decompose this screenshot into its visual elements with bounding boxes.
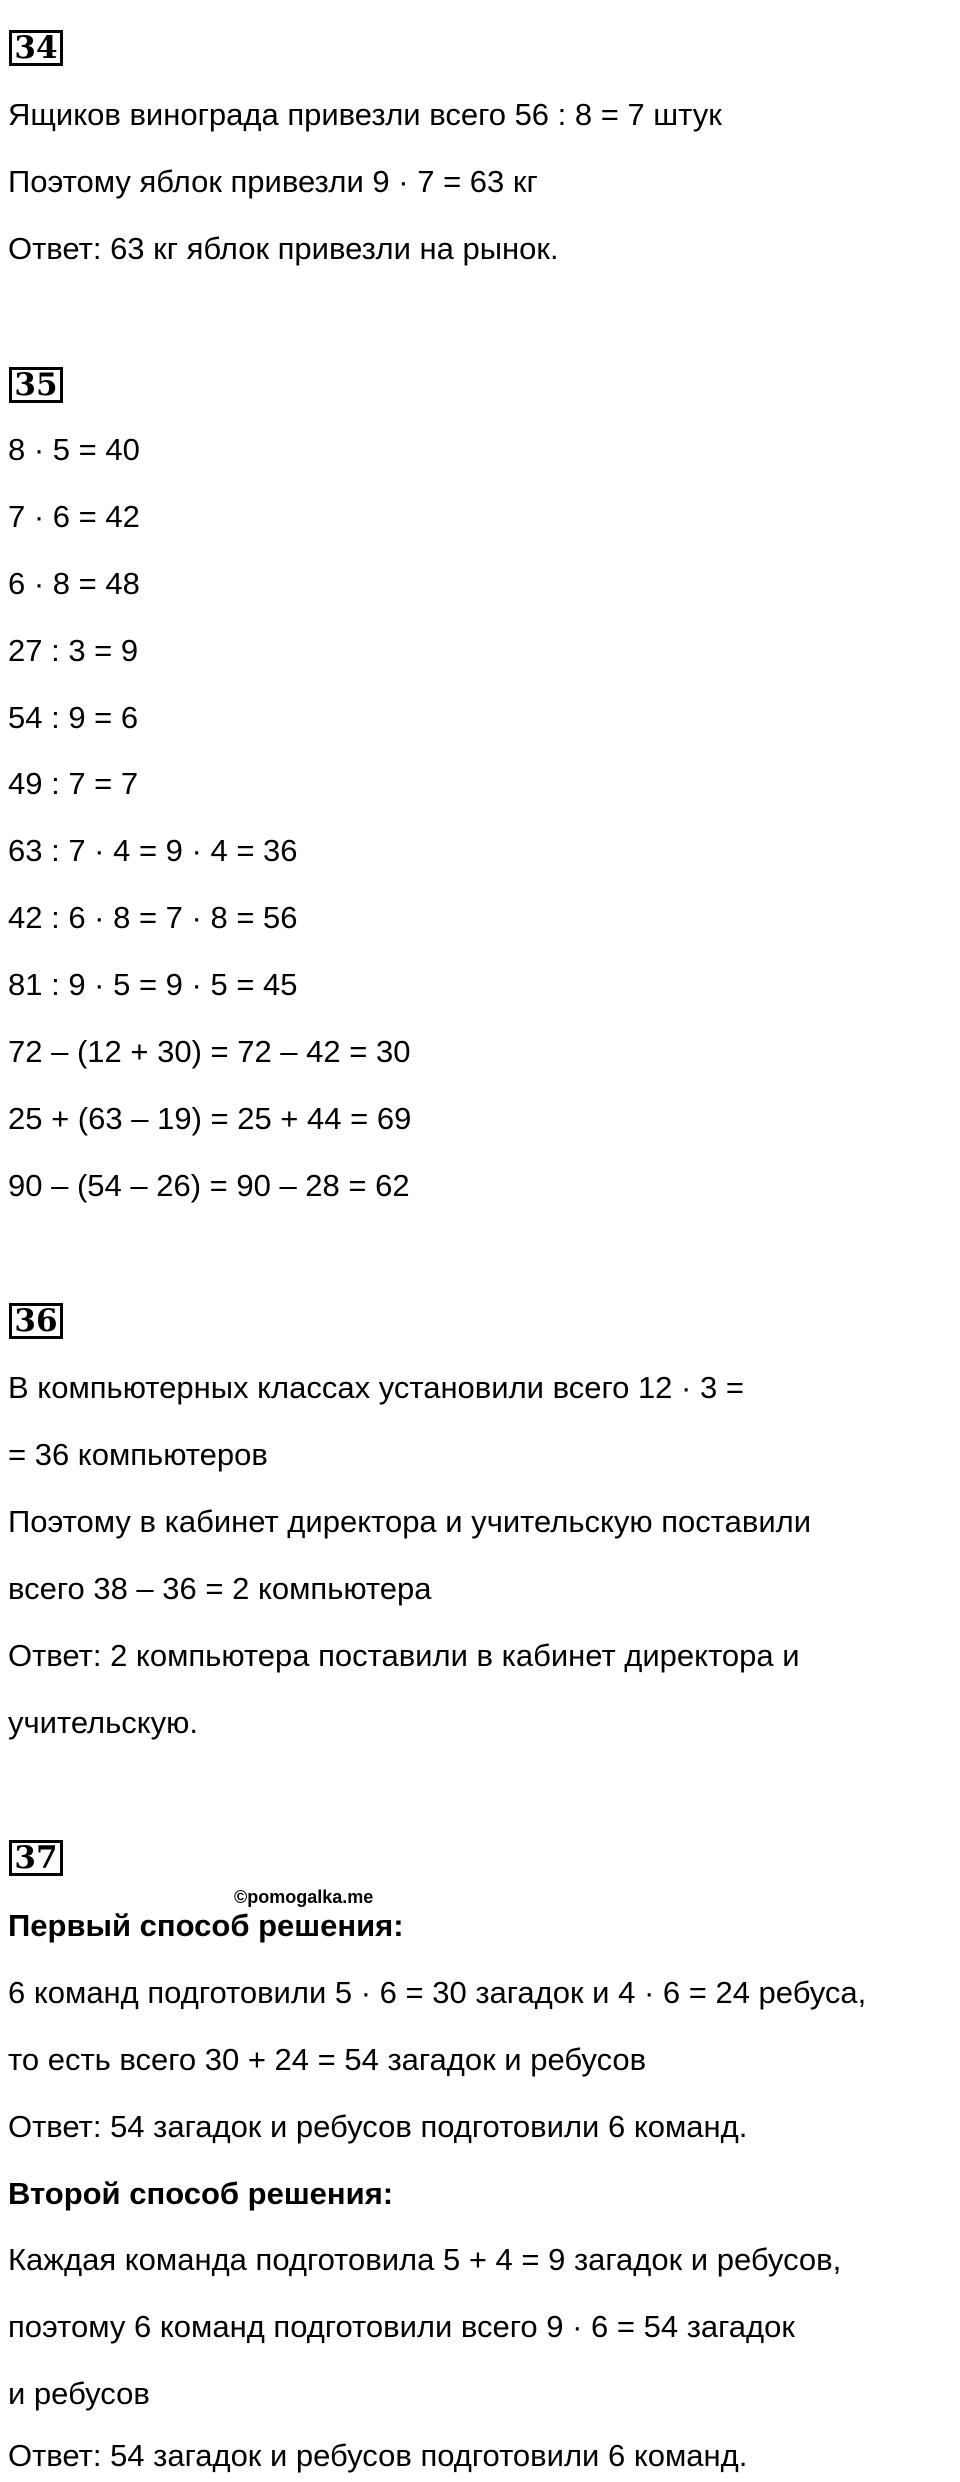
solution-line: Ящиков винограда привезли всего 56 : 8 = 7 штук — [8, 97, 722, 132]
answer-line: учительскую. — [8, 1705, 199, 1740]
equation-line: 27 : 3 = 9 — [8, 633, 139, 668]
task-number-box: 36 — [9, 1303, 63, 1339]
task-number-box: 35 — [9, 367, 63, 403]
solution-line: В компьютерных классах установили всего 12 · 3 = — [8, 1370, 744, 1405]
equation-line: 7 · 6 = 42 — [8, 499, 140, 534]
answer-line: Ответ: 54 загадок и ребусов подготовили 6 команд. — [8, 2109, 748, 2144]
solution-line: Поэтому в кабинет директора и учительскую поставили — [8, 1504, 812, 1539]
task-number-box: 34 — [9, 30, 63, 66]
method-heading: Первый способ решения: — [8, 1908, 404, 1943]
answer-line: Ответ: 63 кг яблок привезли на рынок. — [8, 231, 559, 266]
equation-line: 72 – (12 + 30) = 72 – 42 = 30 — [8, 1034, 411, 1069]
solution-line: Каждая команда подготовила 5 + 4 = 9 загадок и ребусов, — [8, 2242, 842, 2277]
equation-line: 25 + (63 – 19) = 25 + 44 = 69 — [8, 1101, 412, 1136]
equation-line: 8 · 5 = 40 — [8, 432, 140, 467]
task-number-box: 37 — [9, 1840, 63, 1876]
equation-line: 49 : 7 = 7 — [8, 766, 139, 801]
equation-line: 90 – (54 – 26) = 90 – 28 = 62 — [8, 1168, 410, 1203]
equation-line: 6 · 8 = 48 — [8, 566, 140, 601]
answer-line: Ответ: 2 компьютера поставили в кабинет директора и — [8, 1638, 800, 1673]
equation-line: 81 : 9 · 5 = 9 · 5 = 45 — [8, 967, 298, 1002]
answer-line: Ответ: 54 загадок и ребусов подготовили 6 команд. — [8, 2438, 748, 2473]
solution-line: поэтому 6 команд подготовили всего 9 · 6 = 54 загадок — [8, 2309, 795, 2344]
equation-line: 42 : 6 · 8 = 7 · 8 = 56 — [8, 900, 298, 935]
solution-line: всего 38 – 36 = 2 компьютера — [8, 1571, 432, 1606]
solution-line: то есть всего 30 + 24 = 54 загадок и ребусов — [8, 2042, 647, 2077]
solution-line: Поэтому яблок привезли 9 · 7 = 63 кг — [8, 164, 538, 199]
solution-line: и ребусов — [8, 2376, 150, 2411]
solution-line: = 36 компьютеров — [8, 1437, 268, 1472]
equation-line: 54 : 9 = 6 — [8, 700, 139, 735]
method-heading: Второй способ решения: — [8, 2176, 394, 2211]
site-watermark: ©pomogalka.me — [234, 1887, 374, 1907]
equation-line: 63 : 7 · 4 = 9 · 4 = 36 — [8, 833, 298, 868]
solution-line: 6 команд подготовили 5 · 6 = 30 загадок и 4 · 6 = 24 ребуса, — [8, 1975, 867, 2010]
